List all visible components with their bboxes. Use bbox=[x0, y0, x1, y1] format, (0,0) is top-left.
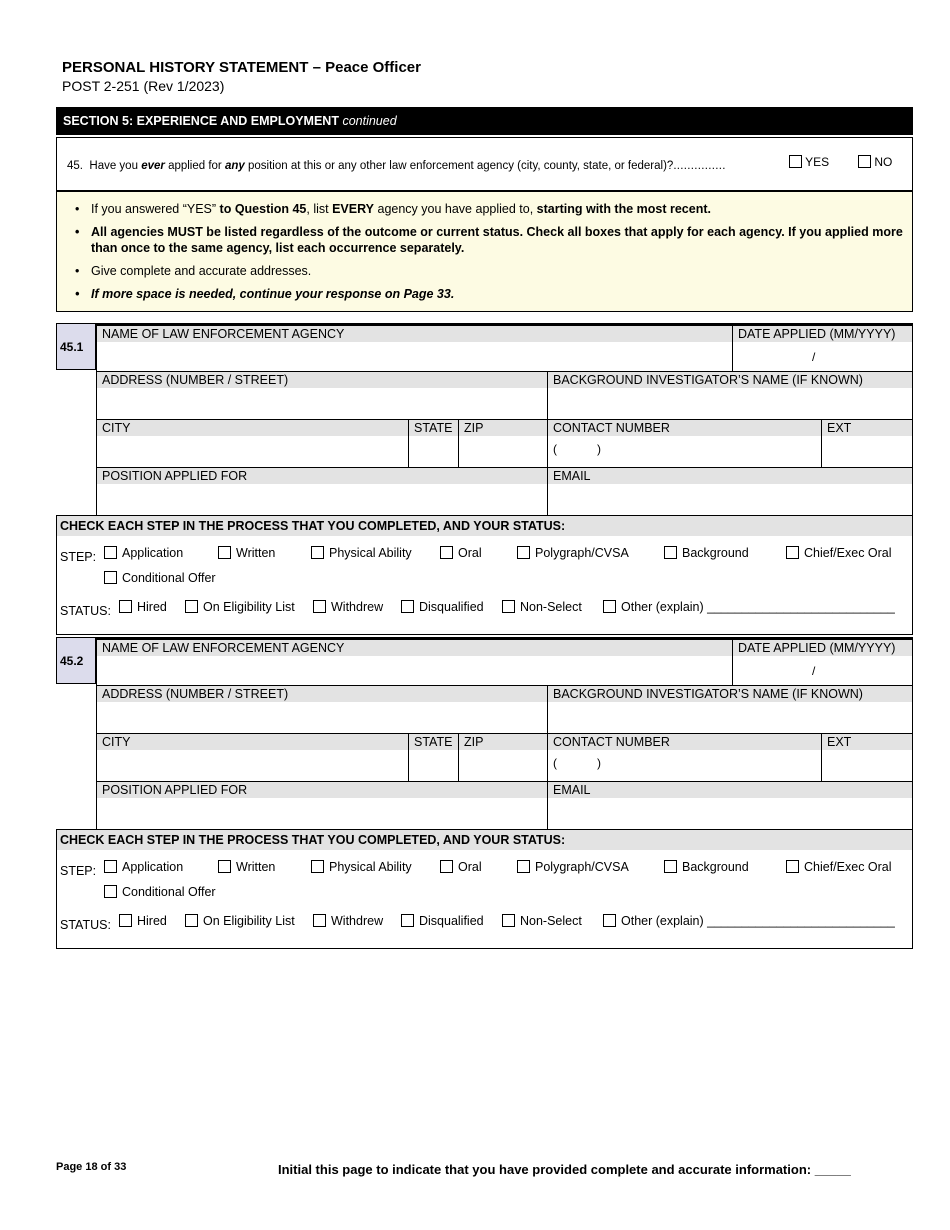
date-separator: / bbox=[812, 350, 816, 364]
step-option-label: Physical Ability bbox=[329, 860, 412, 874]
i1-b: to Question 45 bbox=[219, 202, 307, 216]
status-option-label: Non-Select bbox=[520, 914, 582, 928]
status-option[interactable] bbox=[401, 914, 484, 928]
status-label: STATUS: bbox=[60, 604, 111, 618]
position-row bbox=[96, 781, 913, 830]
checks-title: CHECK EACH STEP IN THE PROCESS THAT YOU COMPLETED, AND YOUR STATUS: bbox=[57, 830, 912, 850]
instruction-1 bbox=[91, 201, 912, 217]
q-ever: ever bbox=[141, 160, 165, 172]
step-option-label: Chief/Exec Oral bbox=[804, 860, 892, 874]
position-field[interactable] bbox=[96, 468, 547, 516]
step-option-label: Oral bbox=[458, 860, 482, 874]
city-label: CITY bbox=[97, 420, 408, 436]
q-dots: ............... bbox=[673, 160, 726, 172]
status-checkbox[interactable] bbox=[313, 600, 326, 613]
form-id: POST 2-251 (Rev 1/2023) bbox=[62, 78, 225, 94]
position-field[interactable] bbox=[96, 782, 547, 830]
step-option[interactable] bbox=[311, 860, 412, 874]
ext-field[interactable] bbox=[821, 420, 913, 468]
q-mid: applied for bbox=[168, 160, 222, 172]
email-field[interactable] bbox=[547, 782, 913, 830]
agency-entry bbox=[56, 637, 913, 951]
step-checkbox[interactable] bbox=[786, 860, 799, 873]
q-post: position at this or any other law enforcement agency (city, county, state, or federal)? bbox=[248, 160, 674, 172]
step-option[interactable] bbox=[104, 860, 183, 874]
status-checkbox[interactable] bbox=[502, 914, 515, 927]
status-checkbox[interactable] bbox=[401, 914, 414, 927]
form-title bbox=[62, 59, 421, 76]
status-option-label: Withdrew bbox=[331, 600, 384, 614]
date-applied-field[interactable] bbox=[732, 326, 913, 372]
checks-title: CHECK EACH STEP IN THE PROCESS THAT YOU COMPLETED, AND YOUR STATUS: bbox=[57, 516, 912, 536]
status-option-label: Other (explain) ___________________________ bbox=[621, 914, 895, 928]
step-checkbox[interactable] bbox=[104, 546, 117, 559]
question-number: 45. bbox=[67, 160, 83, 172]
yes-label: YES bbox=[805, 155, 830, 169]
status-checkbox[interactable] bbox=[313, 914, 326, 927]
email-label: EMAIL bbox=[548, 468, 912, 484]
status-label: STATUS: bbox=[60, 918, 111, 932]
step-option[interactable] bbox=[104, 885, 216, 899]
status-option-label: Hired bbox=[137, 600, 167, 614]
agency-row bbox=[96, 325, 913, 372]
investigator-field[interactable] bbox=[547, 686, 913, 734]
step-checkbox[interactable] bbox=[311, 546, 324, 559]
status-option[interactable] bbox=[401, 600, 484, 614]
status-option[interactable] bbox=[313, 914, 383, 928]
i1-c: , list bbox=[306, 202, 329, 216]
agency-field[interactable] bbox=[96, 640, 732, 686]
question-45 bbox=[56, 137, 913, 191]
status-option[interactable] bbox=[313, 600, 383, 614]
status-option-label: Disqualified bbox=[419, 600, 484, 614]
status-option-label: On Eligibility List bbox=[203, 914, 295, 928]
initial-line[interactable]: Initial this page to indicate that you have provided complete and accurate information: _____ bbox=[278, 1162, 851, 1177]
contact-label: CONTACT NUMBER bbox=[548, 420, 821, 436]
ext-label: EXT bbox=[822, 734, 912, 750]
step-checkbox[interactable] bbox=[440, 546, 453, 559]
step-checkbox[interactable] bbox=[104, 860, 117, 873]
step-label: STEP: bbox=[60, 864, 97, 878]
date-applied-label: DATE APPLIED (MM/YYYY) bbox=[733, 326, 912, 342]
step-option-label: Conditional Offer bbox=[122, 885, 216, 899]
zip-label: ZIP bbox=[459, 734, 547, 750]
step-checkbox[interactable] bbox=[218, 546, 231, 559]
step-option-label: Oral bbox=[458, 546, 482, 560]
form-title-role: Peace Officer bbox=[325, 59, 421, 76]
step-checkbox[interactable] bbox=[104, 885, 117, 898]
contact-number-field[interactable] bbox=[547, 420, 821, 468]
investigator-label: BACKGROUND INVESTIGATOR’S NAME (IF KNOWN) bbox=[548, 372, 912, 388]
step-checkbox[interactable] bbox=[517, 546, 530, 559]
email-label: EMAIL bbox=[548, 782, 912, 798]
position-label: POSITION APPLIED FOR bbox=[97, 782, 547, 798]
step-option[interactable] bbox=[517, 546, 629, 560]
entry-number: 45.2 bbox=[56, 637, 96, 684]
step-option-label: Written bbox=[236, 546, 276, 560]
ext-field[interactable] bbox=[821, 734, 913, 782]
step-option[interactable] bbox=[786, 860, 892, 874]
status-checkbox[interactable] bbox=[603, 914, 616, 927]
i1-a: If you answered “YES” bbox=[91, 202, 217, 216]
address-row bbox=[96, 685, 913, 734]
ext-label: EXT bbox=[822, 420, 912, 436]
state-field[interactable] bbox=[408, 734, 458, 782]
step-checkbox[interactable] bbox=[517, 860, 530, 873]
investigator-label: BACKGROUND INVESTIGATOR’S NAME (IF KNOWN) bbox=[548, 686, 912, 702]
status-checkbox[interactable] bbox=[401, 600, 414, 613]
zip-label: ZIP bbox=[459, 420, 547, 436]
yes-option[interactable] bbox=[789, 155, 829, 169]
status-checkbox[interactable] bbox=[119, 600, 132, 613]
step-option[interactable] bbox=[311, 546, 412, 560]
city-label: CITY bbox=[97, 734, 408, 750]
contact-label: CONTACT NUMBER bbox=[548, 734, 821, 750]
status-checkbox[interactable] bbox=[603, 600, 616, 613]
position-label: POSITION APPLIED FOR bbox=[97, 468, 547, 484]
step-option[interactable] bbox=[440, 860, 482, 874]
date-applied-field[interactable] bbox=[732, 640, 913, 686]
agency-field[interactable] bbox=[96, 326, 732, 372]
instruction-2: • All agencies MUST be listed regardless of the outcome or current status. Check all boxes that apply for each agency. If you applied more than once to the same agency, list each occurrence separately. bbox=[91, 224, 912, 256]
step-option-label: Written bbox=[236, 860, 276, 874]
step-option-label: Physical Ability bbox=[329, 546, 412, 560]
position-row bbox=[96, 467, 913, 516]
step-option[interactable] bbox=[664, 860, 749, 874]
step-option-label: Application bbox=[122, 860, 184, 874]
address-label: ADDRESS (NUMBER / STREET) bbox=[97, 686, 547, 702]
section-continued: continued bbox=[342, 114, 397, 128]
section-header bbox=[56, 107, 913, 135]
city-field[interactable] bbox=[96, 420, 408, 468]
entry-number: 45.1 bbox=[56, 323, 96, 370]
question-45-text bbox=[67, 160, 726, 172]
step-checkbox[interactable] bbox=[440, 860, 453, 873]
step-option[interactable] bbox=[664, 546, 749, 560]
step-checkbox[interactable] bbox=[786, 546, 799, 559]
step-label: STEP: bbox=[60, 550, 97, 564]
status-option[interactable] bbox=[502, 600, 582, 614]
city-field[interactable] bbox=[96, 734, 408, 782]
agency-label: NAME OF LAW ENFORCEMENT AGENCY bbox=[97, 640, 732, 656]
status-option[interactable] bbox=[185, 600, 295, 614]
status-option[interactable] bbox=[603, 914, 895, 928]
contact-number-field[interactable] bbox=[547, 734, 821, 782]
section-label: SECTION 5: EXPERIENCE AND EMPLOYMENT bbox=[63, 114, 339, 128]
page-number: Page 18 of 33 bbox=[56, 1161, 127, 1173]
step-checkbox[interactable] bbox=[311, 860, 324, 873]
step-option-label: Application bbox=[122, 546, 184, 560]
address-field[interactable] bbox=[96, 372, 547, 420]
no-checkbox[interactable] bbox=[858, 155, 871, 168]
status-option-label: Withdrew bbox=[331, 914, 384, 928]
state-field[interactable] bbox=[408, 420, 458, 468]
status-option-label: On Eligibility List bbox=[203, 600, 295, 614]
step-checkbox[interactable] bbox=[664, 546, 677, 559]
instruction-4: • If more space is needed, continue your response on Page 33. bbox=[91, 286, 912, 302]
status-option[interactable] bbox=[603, 600, 895, 614]
status-checkbox[interactable] bbox=[185, 914, 198, 927]
agency-entry bbox=[56, 323, 913, 637]
process-checks bbox=[56, 515, 913, 635]
step-option[interactable] bbox=[517, 860, 629, 874]
status-option[interactable] bbox=[502, 914, 582, 928]
step-checkbox[interactable] bbox=[104, 571, 117, 584]
step-checkbox[interactable] bbox=[218, 860, 231, 873]
step-option-label: Background bbox=[682, 860, 749, 874]
contact-paren: ( ) bbox=[553, 442, 601, 456]
agency-row bbox=[96, 639, 913, 686]
step-option[interactable] bbox=[786, 546, 892, 560]
investigator-field[interactable] bbox=[547, 372, 913, 420]
email-field[interactable] bbox=[547, 468, 913, 516]
step-option-label: Polygraph/CVSA bbox=[535, 546, 629, 560]
step-option[interactable] bbox=[104, 571, 216, 585]
city-row bbox=[96, 733, 913, 782]
address-label: ADDRESS (NUMBER / STREET) bbox=[97, 372, 547, 388]
step-option-label: Background bbox=[682, 546, 749, 560]
agency-label: NAME OF LAW ENFORCEMENT AGENCY bbox=[97, 326, 732, 342]
yes-checkbox[interactable] bbox=[789, 155, 802, 168]
zip-field[interactable] bbox=[458, 420, 547, 468]
step-option-label: Conditional Offer bbox=[122, 571, 216, 585]
form-title-main: PERSONAL HISTORY STATEMENT – bbox=[62, 59, 326, 76]
status-option[interactable] bbox=[185, 914, 295, 928]
step-checkbox[interactable] bbox=[664, 860, 677, 873]
step-option-label: Polygraph/CVSA bbox=[535, 860, 629, 874]
status-option-label: Hired bbox=[137, 914, 167, 928]
date-applied-label: DATE APPLIED (MM/YYYY) bbox=[733, 640, 912, 656]
no-label: NO bbox=[874, 155, 893, 169]
status-option[interactable] bbox=[119, 600, 167, 614]
date-separator: / bbox=[812, 664, 816, 678]
zip-field[interactable] bbox=[458, 734, 547, 782]
status-option[interactable] bbox=[119, 914, 167, 928]
city-row bbox=[96, 419, 913, 468]
state-label: STATE bbox=[409, 420, 458, 436]
i1-e: agency you have applied to, bbox=[377, 202, 534, 216]
instruction-3: • Give complete and accurate addresses. bbox=[91, 263, 912, 279]
status-checkbox[interactable] bbox=[119, 914, 132, 927]
status-option-label: Disqualified bbox=[419, 914, 484, 928]
process-checks bbox=[56, 829, 913, 949]
step-option[interactable] bbox=[218, 546, 275, 560]
status-option-label: Non-Select bbox=[520, 600, 582, 614]
q-pre: Have you bbox=[89, 160, 138, 172]
state-label: STATE bbox=[409, 734, 458, 750]
step-option-label: Chief/Exec Oral bbox=[804, 546, 892, 560]
step-option[interactable] bbox=[104, 546, 183, 560]
address-field[interactable] bbox=[96, 686, 547, 734]
i1-d: EVERY bbox=[332, 202, 375, 216]
address-row bbox=[96, 371, 913, 420]
i1-f: starting with the most recent. bbox=[536, 202, 711, 216]
step-option[interactable] bbox=[218, 860, 275, 874]
q-any: any bbox=[224, 160, 245, 172]
status-checkbox[interactable] bbox=[185, 600, 198, 613]
instructions-box bbox=[56, 191, 913, 312]
no-option[interactable] bbox=[858, 155, 892, 169]
step-option[interactable] bbox=[440, 546, 482, 560]
status-checkbox[interactable] bbox=[502, 600, 515, 613]
status-option-label: Other (explain) ___________________________ bbox=[621, 600, 895, 614]
contact-paren: ( ) bbox=[553, 756, 601, 770]
